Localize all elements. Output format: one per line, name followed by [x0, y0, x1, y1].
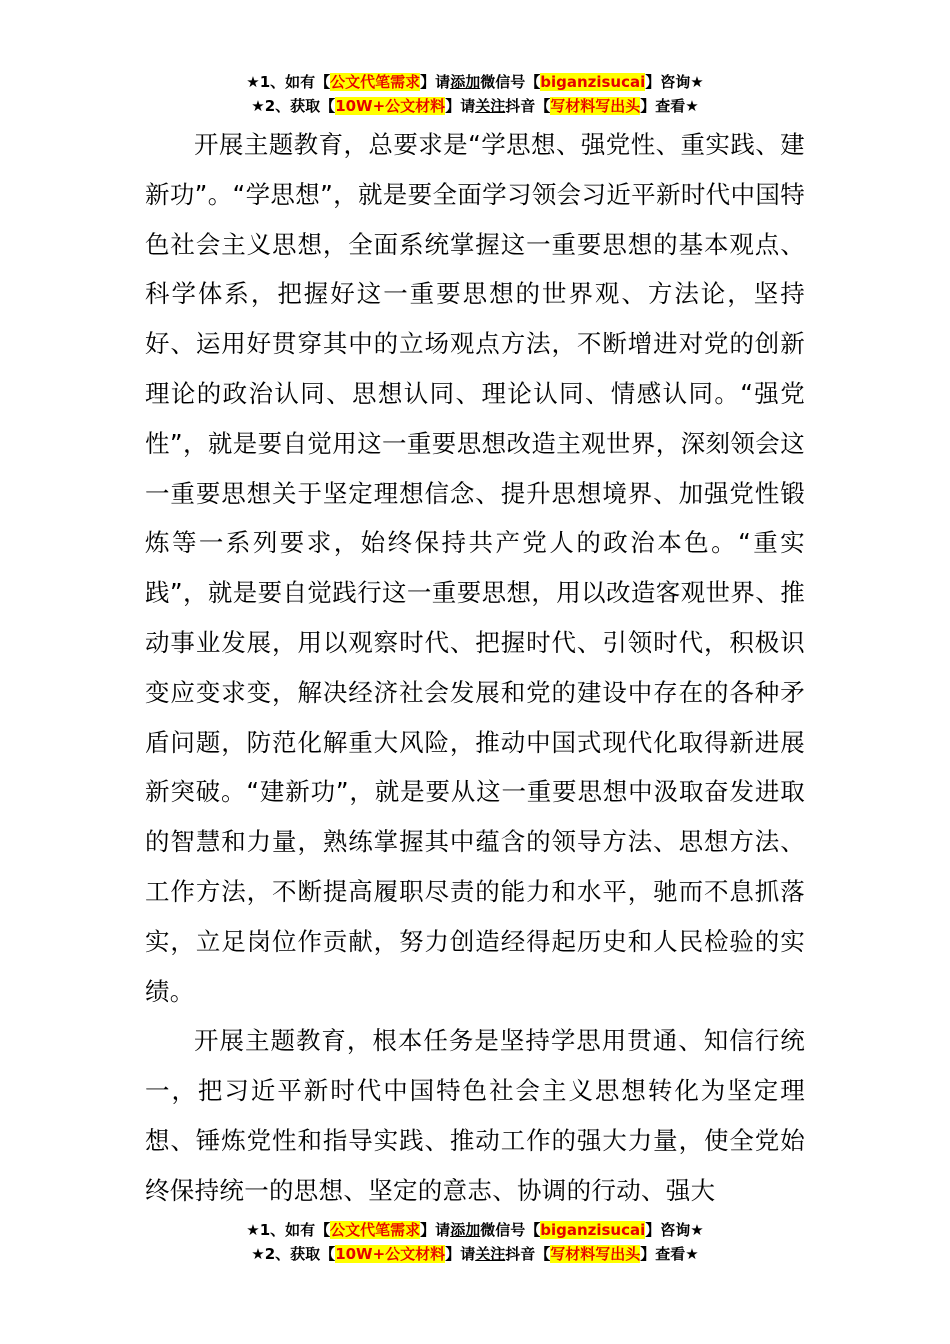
header-line-1-text: 】请 — [420, 73, 451, 91]
header-line-1 — [0, 70, 950, 94]
header-line-2-prefix: ★2、获取【 — [251, 97, 336, 115]
footer-highlight-service: 公文代笔需求 — [330, 1221, 421, 1239]
header-highlight-wechat-id: biganzisucai — [540, 73, 646, 91]
footer-banner — [0, 1218, 950, 1266]
header-line-2-text: 】请 — [445, 97, 476, 115]
header-highlight-service: 公文代笔需求 — [330, 73, 421, 91]
header-banner — [0, 70, 950, 118]
header-line-1-suffix: 】咨询★ — [645, 73, 704, 91]
header-line-1-prefix: ★1、如有【 — [246, 73, 331, 91]
header-line-1-text-2: 微信号【 — [480, 73, 541, 91]
document-body — [145, 120, 805, 1216]
footer-line-2-prefix: ★2、获取【 — [251, 1245, 336, 1263]
footer-line-1-text: 】请 — [420, 1221, 451, 1239]
header-line-2-text-2: 抖音【 — [505, 97, 551, 115]
footer-line-1 — [0, 1218, 950, 1242]
footer-line-1-suffix: 】咨询★ — [645, 1221, 704, 1239]
paragraph-2: 开展主题教育，根本任务是坚持学思用贯通、知信行统一，把习近平新时代中国特色社会主义思想转化为坚定理想、锤炼党性和指导实践、推动工作的强大力量，使全党始终保持统一的思想、坚定的意志、协调的行动、强大 — [145, 1026, 805, 1205]
header-underline-follow: 关注 — [475, 97, 506, 115]
header-highlight-materials: 10W+公文材料 — [335, 97, 446, 115]
header-line-2 — [0, 94, 950, 118]
header-underline-add: 添加 — [450, 73, 481, 91]
header-line-2-suffix: 】查看★ — [640, 97, 699, 115]
paragraph-1: 开展主题教育，总要求是“学思想、强党性、重实践、建新功”。“学思想”，就是要全面学习领会习近平新时代中国特色社会主义思想，全面系统掌握这一重要思想的基本观点、科学体系，把握好这一重要思想的世界观、方法论，坚持好、运用好贯穿其中的立场观点方法，不断增进对党的创新理论的政治认同、思想认同、理论认同、情感认同。“强党性”，就是要自觉用这一重要思想改造主观世界，深刻领会这一重要思想关于坚定理想信念、提升思想境界、加强党性锻炼等一系列要求，始终保持共产党人的政治本色。“重实践”，就是要自觉践行这一重要思想，用以改造客观世界、推动事业发展，用以观察时代、把握时代、引领时代，积极识变应变求变，解决经济社会发展和党的建设中存在的各种矛盾问题，防范化解重大风险，推动中国式现代化取得新进展新突破。“建新功”，就是要从这一重要思想中汲取奋发进取的智慧和力量，熟练掌握其中蕴含的领导方法、思想方法、工作方法，不断提高履职尽责的能力和水平，驰而不息抓落实，立足岗位作贡献，努力创造经得起历史和人民检验的实绩。 — [145, 130, 805, 1006]
footer-highlight-douyin-id: 写材料写出头 — [550, 1245, 641, 1263]
footer-line-2-text: 】请 — [445, 1245, 476, 1263]
footer-line-1-prefix: ★1、如有【 — [246, 1221, 331, 1239]
header-highlight-douyin-id: 写材料写出头 — [550, 97, 641, 115]
footer-line-2-suffix: 】查看★ — [640, 1245, 699, 1263]
footer-line-1-text-2: 微信号【 — [480, 1221, 541, 1239]
footer-highlight-wechat-id: biganzisucai — [540, 1221, 646, 1239]
footer-underline-add: 添加 — [450, 1221, 481, 1239]
footer-underline-follow: 关注 — [475, 1245, 506, 1263]
footer-line-2 — [0, 1242, 950, 1266]
footer-highlight-materials: 10W+公文材料 — [335, 1245, 446, 1263]
footer-line-2-text-2: 抖音【 — [505, 1245, 551, 1263]
